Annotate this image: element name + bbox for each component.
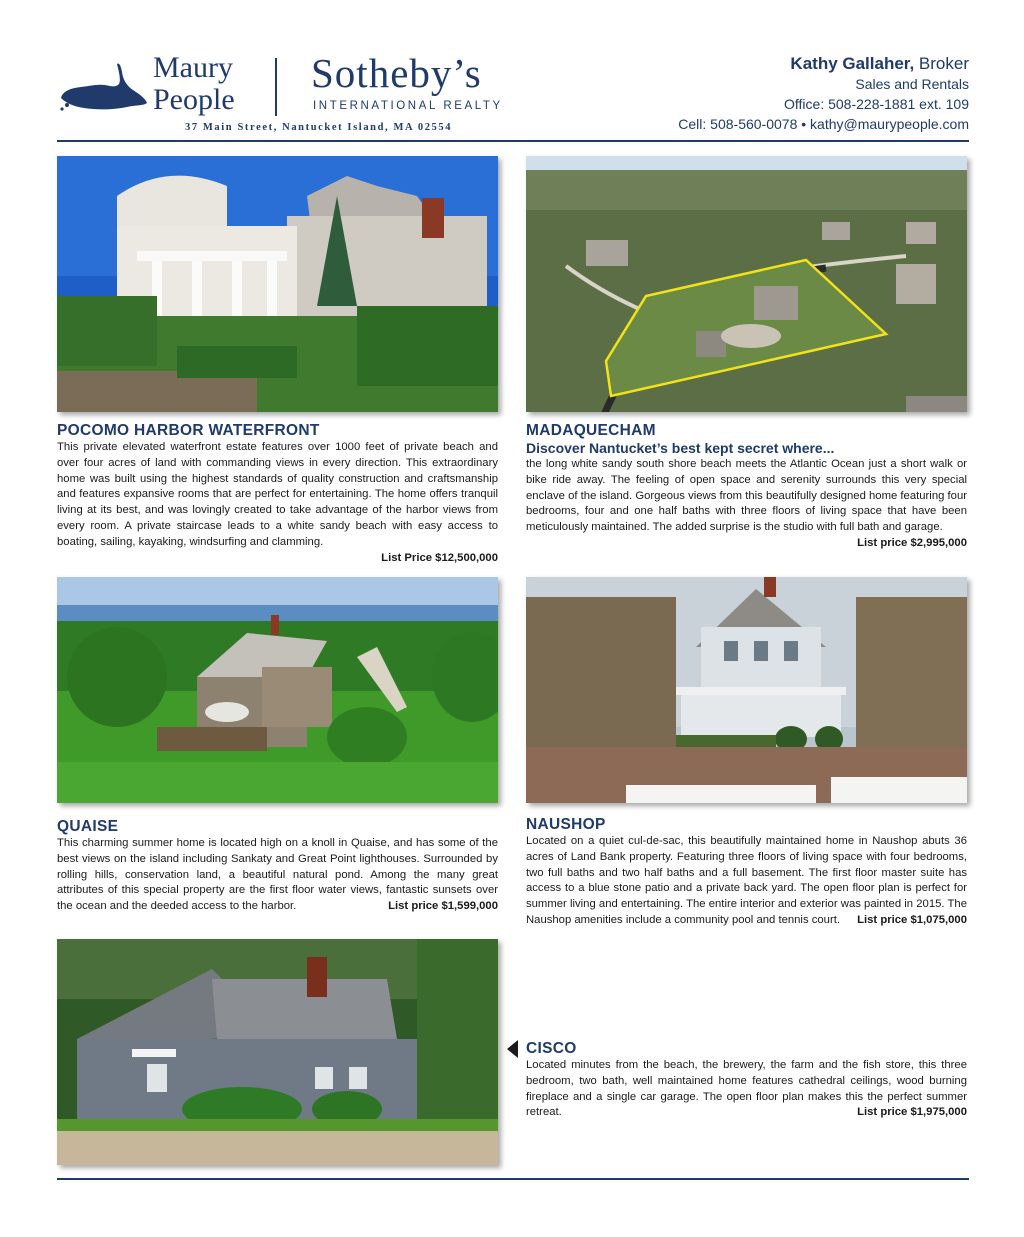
agent-cell-email: Cell: 508-560-0078 • kathy@maurypeople.com [678, 116, 969, 132]
listing-description-text: Located on a quiet cul-de-sac, this beautifully maintained home in Naushop abuts 36 acres of Land Bank property. Featuring three floors of living space with four bedrooms, two full baths and two half baths and a full basement. The first floor master suite has access to a blue stone patio and a private back yard. The open floor plan is perfect for summer living and entertaining. The entire interior and exterior was painted in 2015. The Naushop amenities include a community pool and tennis court. [526, 835, 967, 926]
listing-title: QUAISE [57, 818, 119, 835]
agent-role: Sales and Rentals [855, 76, 969, 92]
partner-subtitle: INTERNATIONAL REALTY [313, 100, 503, 112]
agent-title: Broker [914, 54, 969, 73]
footer-rule [57, 1178, 969, 1180]
listing-title: NAUSHOP [526, 816, 606, 833]
listing-price: List price $2,995,000 [857, 536, 967, 549]
agent-office-phone: Office: 508-228-1881 ext. 109 [784, 96, 969, 112]
page-header [57, 48, 969, 140]
listing-title: POCOMO HARBOR WATERFRONT [57, 422, 320, 439]
listing-price: List Price $12,500,000 [381, 551, 498, 564]
madaquecham-photo [526, 156, 967, 412]
cisco-photo [57, 939, 498, 1165]
listing-madaquecham [526, 422, 967, 552]
listing-description [526, 834, 967, 929]
agent-contact [678, 54, 969, 134]
listing-cisco [526, 1040, 967, 1121]
header-rule [57, 140, 969, 142]
brand-name: Maury People [153, 51, 235, 116]
listing-price: List price $1,599,000 [388, 900, 498, 913]
listing-pocomo [57, 422, 498, 566]
listing-title: MADAQUECHAM [526, 422, 656, 439]
listing-subtitle: Discover Nantucket’s best kept secret where... [526, 440, 835, 456]
pocomo-photo [57, 156, 498, 412]
listing-description-text: Located minutes from the beach, the brewery, the farm and the fish store, this three bedroom, two bath, well maintained home features cathedral ceilings, wood burning fireplace and a single car garage. The open floor plan makes this the perfect summer retreat. [526, 1059, 967, 1119]
listing-description [526, 457, 967, 549]
listing-description-text: This charming summer home is located high on a knoll in Quaise, and has some of the best views on the island including Sankaty and Great Point lighthouses. Surrounded by rolling hills, conservation land, a beautiful natural pond. Among the many great attributes of this special property are the first floor water views, fantastic sunsets over the ocean and the deeded access to the harbor. [57, 837, 498, 913]
agent-name: Kathy Gallaher, [790, 54, 915, 73]
listing-description [526, 1058, 967, 1121]
listing-title: CISCO [526, 1040, 577, 1057]
listing-description [57, 836, 498, 915]
listing-price: List price $1,975,000 [857, 1106, 967, 1119]
naushop-photo [526, 577, 967, 803]
listing-quaise [57, 818, 498, 915]
partner-brand: Sotheby’s [311, 50, 482, 96]
listing-naushop [526, 816, 967, 929]
listing-description-text: the long white sandy south shore beach meets the Atlantic Ocean just a short walk or bike ride away. The feeling of open space and serenity surrounds this very special enclave of the island. Gorgeous views from this beautifully designed home featuring four bedrooms, four and one half baths with three floors of living space that have been meticulously maintained. The added surprise is the studio with full bath and garage. [526, 458, 967, 534]
pointer-arrow-icon [507, 1040, 518, 1058]
quaise-photo [57, 577, 498, 803]
office-address: 37 Main Street, Nantucket Island, MA 02554 [185, 122, 453, 133]
brand-divider [275, 58, 277, 116]
nantucket-island-logo [57, 54, 149, 112]
listing-price: List price $1,075,000 [857, 913, 967, 926]
listing-description: This private elevated waterfront estate features over 1000 feet of private beach and over four acres of land with commanding views in every direction. This extraordinary home was built using the highest standards of quality construction and craftsmanship and features expansive rooms that are perfect for entertaining. The home offers tranquil living at its best, and was lovingly created to take advantage of the harbor views from every room. A private staircase leads to a white sandy beach with easy access to boating, sailing, kayaking, windsurfing and clamming. [57, 441, 498, 548]
agent-name-line [678, 54, 969, 74]
